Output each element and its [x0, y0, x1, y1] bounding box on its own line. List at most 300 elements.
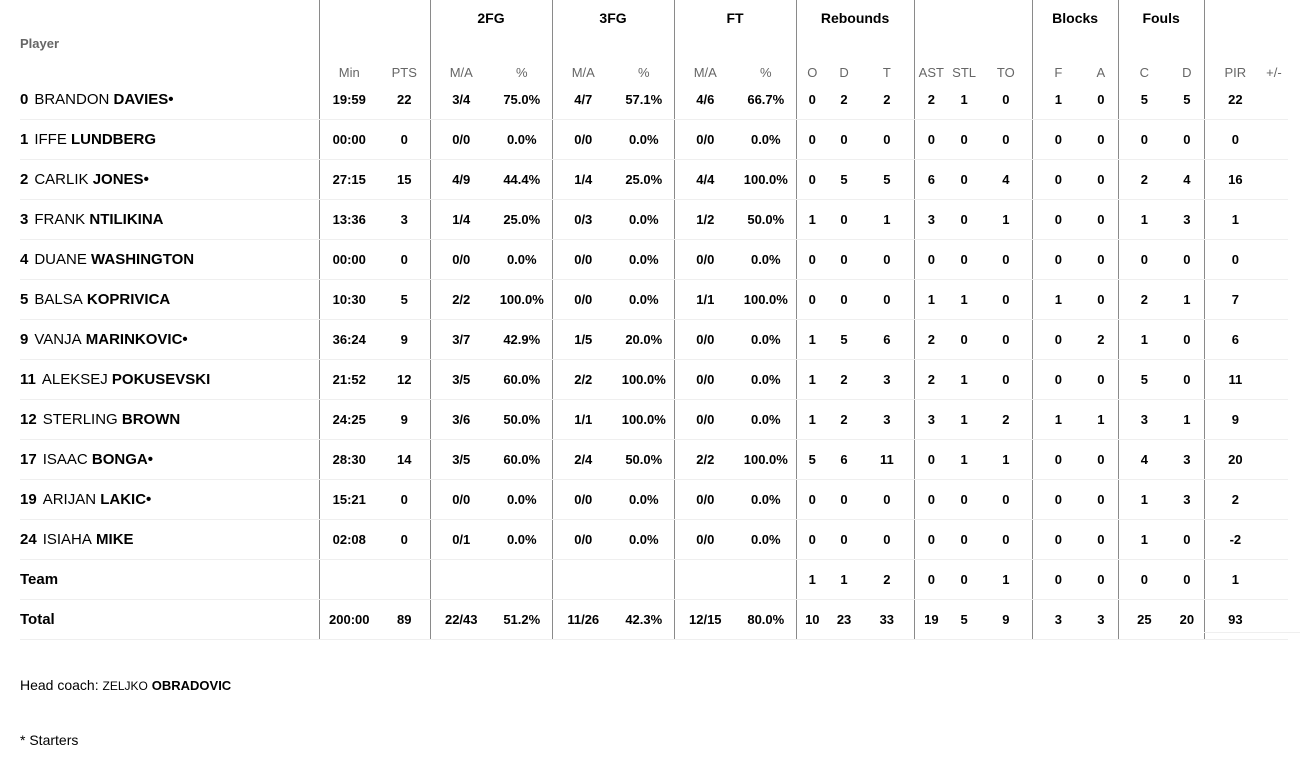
stat-fg2-pct: 0.0%: [492, 120, 552, 160]
stat-foul-d: 20: [1170, 600, 1204, 640]
team-row: [20, 560, 1288, 600]
stat-ast: 6: [914, 160, 948, 200]
stat-fg2-ma: 3/5: [430, 440, 492, 480]
stat-fg2-pct: 100.0%: [492, 280, 552, 320]
player-row: [20, 360, 1288, 400]
group-header-rebounds: Rebounds: [796, 0, 914, 36]
stat-reb-d: 5: [828, 160, 860, 200]
stat-stl: 0: [948, 560, 980, 600]
stat-stl: 1: [948, 280, 980, 320]
stat-min: 200:00: [319, 600, 379, 640]
stat-ft-pct: 0.0%: [736, 320, 796, 360]
col-header-2fg-pct: %: [515, 65, 528, 80]
stat-ft-ma: 0/0: [674, 480, 736, 520]
player-first-name: ISAAC: [42, 451, 88, 468]
col-header-plus-minus: +/-: [1266, 65, 1282, 80]
stat-ft-pct: 50.0%: [736, 200, 796, 240]
stat-ast: 0: [914, 440, 948, 480]
player-row: [20, 80, 1288, 120]
stat-pm: [1266, 560, 1288, 600]
col-header-foul-d: D: [1182, 65, 1192, 80]
player-last-name[interactable]: BONGA: [91, 451, 148, 468]
stat-ft-pct: 66.7%: [736, 80, 796, 120]
stat-to: 0: [980, 120, 1032, 160]
player-number: 24: [20, 531, 37, 548]
starter-marker: •: [143, 171, 149, 188]
stat-ft-ma: 4/4: [674, 160, 736, 200]
stat-fg3-pct: 0.0%: [614, 520, 674, 560]
stat-reb-t: 0: [860, 240, 914, 280]
stat-reb-t: 3: [860, 360, 914, 400]
stat-blk-a: 0: [1084, 360, 1118, 400]
stat-min: 00:00: [319, 240, 379, 280]
stat-stl: 1: [948, 400, 980, 440]
stat-reb-d: 0: [828, 280, 860, 320]
stat-to: 4: [980, 160, 1032, 200]
stat-foul-c: 0: [1118, 560, 1170, 600]
stat-ft-ma: 12/15: [674, 600, 736, 640]
stat-ast: 0: [914, 480, 948, 520]
stat-fg3-ma: 2/2: [552, 360, 614, 400]
stat-foul-c: 2: [1118, 160, 1170, 200]
group-header-empty: [20, 0, 319, 36]
stat-blk-a: 0: [1084, 240, 1118, 280]
col-header-stl: STL: [952, 65, 976, 80]
stat-pir: 1: [1204, 200, 1266, 240]
stat-fg2-ma: [430, 560, 492, 600]
stat-reb-d: 2: [828, 360, 860, 400]
head-coach-first-name: ZELJKO: [102, 679, 148, 693]
stat-blk-f: 0: [1032, 520, 1084, 560]
stat-reb-o: 0: [796, 160, 828, 200]
stat-reb-o: 10: [796, 600, 828, 640]
group-header-basic: [319, 0, 430, 36]
stat-foul-d: 1: [1170, 400, 1204, 440]
player-row: [20, 440, 1288, 480]
stat-fg2-pct: 0.0%: [492, 240, 552, 280]
stat-ast: 1: [914, 280, 948, 320]
col-header-ast: AST: [914, 36, 948, 80]
stat-pir: 6: [1204, 320, 1266, 360]
stat-pir: 2: [1204, 480, 1266, 520]
stat-ast: 0: [914, 240, 948, 280]
player-number: 3: [20, 211, 29, 228]
stat-pm: [1266, 360, 1288, 400]
stat-to: 0: [980, 240, 1032, 280]
total-row: [20, 600, 1288, 640]
starter-marker: •: [146, 491, 152, 508]
stat-to: 2: [980, 400, 1032, 440]
stat-ft-pct: 80.0%: [736, 600, 796, 640]
stat-pts: 89: [379, 600, 430, 640]
stat-blk-f: 0: [1032, 320, 1084, 360]
stat-ft-ma: 0/0: [674, 240, 736, 280]
player-cell: [20, 200, 319, 240]
stat-ast: 3: [914, 200, 948, 240]
player-last-name[interactable]: BROWN: [121, 411, 181, 428]
player-cell: [20, 520, 319, 560]
stat-min: 36:24: [319, 320, 379, 360]
stat-fg3-pct: [614, 560, 674, 600]
stat-ft-ma: 0/0: [674, 400, 736, 440]
stat-blk-f: 0: [1032, 560, 1084, 600]
stat-fg3-pct: 100.0%: [614, 360, 674, 400]
stat-stl: 0: [948, 520, 980, 560]
stat-foul-c: 1: [1118, 480, 1170, 520]
stat-fg3-pct: 20.0%: [614, 320, 674, 360]
stat-reb-o: 0: [796, 280, 828, 320]
head-coach-label: Head coach:: [20, 677, 99, 693]
group-header-rating: [1204, 0, 1288, 36]
player-number: 5: [20, 291, 29, 308]
player-last-name[interactable]: WASHINGTON: [91, 251, 195, 268]
stat-pts: 9: [379, 320, 430, 360]
stat-foul-c: 1: [1118, 520, 1170, 560]
stat-stl: 0: [948, 320, 980, 360]
stat-pts: 12: [379, 360, 430, 400]
col-header-pir: PIR: [1204, 36, 1266, 80]
stat-to: 0: [980, 280, 1032, 320]
stat-to: 0: [980, 80, 1032, 120]
stat-blk-a: 0: [1084, 280, 1118, 320]
group-header-ft: FT: [674, 0, 796, 36]
stat-to: 9: [980, 600, 1032, 640]
stat-fg2-ma: 4/9: [430, 160, 492, 200]
stat-blk-a: 0: [1084, 520, 1118, 560]
stat-blk-f: 0: [1032, 480, 1084, 520]
stat-pts: 15: [379, 160, 430, 200]
stat-ft-ma: [674, 560, 736, 600]
stat-reb-o: 0: [796, 240, 828, 280]
stat-reb-d: 5: [828, 320, 860, 360]
stat-fg2-ma: 3/7: [430, 320, 492, 360]
stat-foul-d: 0: [1170, 560, 1204, 600]
stat-stl: 1: [948, 360, 980, 400]
stat-ast: 2: [914, 80, 948, 120]
stat-pir: 0: [1204, 120, 1266, 160]
stat-foul-c: 1: [1118, 200, 1170, 240]
group-header-fouls: Fouls: [1118, 0, 1204, 36]
stat-stl: 0: [948, 200, 980, 240]
player-last-name[interactable]: DAVIES: [113, 91, 169, 108]
stat-reb-d: 0: [828, 480, 860, 520]
player-cell: [20, 480, 319, 520]
stat-ast: 0: [914, 520, 948, 560]
col-header-to: TO: [996, 65, 1015, 80]
stat-ft-ma: 0/0: [674, 360, 736, 400]
player-cell: [20, 280, 319, 320]
stat-blk-a: 1: [1084, 400, 1118, 440]
stat-fg3-pct: 0.0%: [614, 200, 674, 240]
stat-to: 0: [980, 520, 1032, 560]
stat-pts: 0: [379, 480, 430, 520]
stat-blk-a: 0: [1084, 560, 1118, 600]
stat-foul-c: 4: [1118, 440, 1170, 480]
stat-fg2-ma: 1/4: [430, 200, 492, 240]
col-header-3fg-pct: %: [637, 65, 650, 80]
stat-pir: 22: [1204, 80, 1266, 120]
group-header-2fg: 2FG: [430, 0, 552, 36]
player-cell: [20, 120, 319, 160]
stat-pm: [1266, 320, 1288, 360]
stat-min: 27:15: [319, 160, 379, 200]
col-header-ft-pct: %: [760, 65, 772, 80]
stat-ft-pct: [736, 560, 796, 600]
team-row-label: Team: [20, 560, 319, 600]
stat-blk-a: 2: [1084, 320, 1118, 360]
player-cell: [20, 160, 319, 200]
head-coach-last-name: OBRADOVIC: [151, 678, 232, 693]
stat-pts: 22: [379, 80, 430, 120]
stat-fg3-ma: 4/7: [552, 80, 614, 120]
stat-reb-o: 0: [796, 80, 828, 120]
stat-blk-f: 0: [1032, 200, 1084, 240]
stat-to: 0: [980, 360, 1032, 400]
stat-min: 28:30: [319, 440, 379, 480]
stat-blk-f: 3: [1032, 600, 1084, 640]
stat-reb-d: 2: [828, 80, 860, 120]
player-row: [20, 520, 1288, 560]
stat-fg3-pct: 57.1%: [614, 80, 674, 120]
stat-reb-o: 0: [796, 120, 828, 160]
player-last-name[interactable]: KOPRIVICA: [86, 291, 171, 308]
player-first-name: IFFE: [34, 131, 67, 148]
stat-foul-d: 0: [1170, 320, 1204, 360]
stat-reb-o: 0: [796, 520, 828, 560]
player-last-name[interactable]: POKUSEVSKI: [111, 371, 211, 388]
col-header-reb-d: D: [839, 65, 849, 80]
stat-pm: [1266, 200, 1288, 240]
stat-fg3-ma: 0/0: [552, 240, 614, 280]
stat-blk-f: 0: [1032, 120, 1084, 160]
stat-pir: 7: [1204, 280, 1266, 320]
stat-reb-d: 23: [828, 600, 860, 640]
stat-blk-a: 0: [1084, 120, 1118, 160]
stat-ft-pct: 100.0%: [736, 160, 796, 200]
stat-fg2-ma: 3/4: [430, 80, 492, 120]
stat-ast: 19: [914, 600, 948, 640]
stat-reb-o: 1: [796, 200, 828, 240]
stat-fg2-ma: 3/6: [430, 400, 492, 440]
col-header-player: Player: [20, 36, 60, 51]
stat-pm: [1266, 480, 1288, 520]
stat-fg3-pct: 0.0%: [614, 240, 674, 280]
stat-min: 13:36: [319, 200, 379, 240]
stat-reb-t: 1: [860, 200, 914, 240]
stat-pir: 0: [1204, 240, 1266, 280]
stat-stl: 0: [948, 120, 980, 160]
stat-foul-d: 0: [1170, 120, 1204, 160]
stat-ft-pct: 100.0%: [736, 440, 796, 480]
stat-reb-t: 5: [860, 160, 914, 200]
stat-fg3-ma: 1/4: [552, 160, 614, 200]
player-first-name: BRANDON: [34, 91, 110, 108]
player-number: 4: [20, 251, 29, 268]
player-cell: [20, 80, 319, 120]
stat-reb-t: 3: [860, 400, 914, 440]
player-number: 1: [20, 131, 29, 148]
stat-reb-d: 0: [828, 200, 860, 240]
head-coach-line: [20, 677, 231, 693]
stat-stl: 5: [948, 600, 980, 640]
stat-ast: 3: [914, 400, 948, 440]
stat-reb-t: 6: [860, 320, 914, 360]
column-header-row: [20, 36, 1288, 80]
stat-fg3-ma: [552, 560, 614, 600]
stat-fg2-pct: 51.2%: [492, 600, 552, 640]
col-header-blk-a: A: [1096, 65, 1106, 80]
stat-reb-t: 33: [860, 600, 914, 640]
player-first-name: DUANE: [34, 251, 87, 268]
stat-foul-c: 25: [1118, 600, 1170, 640]
stat-to: 0: [980, 320, 1032, 360]
starter-marker: •: [168, 91, 174, 108]
group-header-row: [20, 0, 1288, 36]
stat-foul-c: 0: [1118, 240, 1170, 280]
stat-ast: 2: [914, 320, 948, 360]
stat-foul-d: 0: [1170, 360, 1204, 400]
stat-fg2-ma: 2/2: [430, 280, 492, 320]
stat-fg2-pct: 25.0%: [492, 200, 552, 240]
player-cell: [20, 320, 319, 360]
stat-ft-pct: 0.0%: [736, 400, 796, 440]
stat-blk-a: 0: [1084, 440, 1118, 480]
starter-marker: •: [147, 451, 153, 468]
stat-fg3-pct: 0.0%: [614, 120, 674, 160]
stat-min: 00:00: [319, 120, 379, 160]
player-number: 12: [20, 411, 37, 428]
stat-foul-c: 2: [1118, 280, 1170, 320]
stat-to: 1: [980, 200, 1032, 240]
stat-min: 19:59: [319, 80, 379, 120]
stat-reb-t: 0: [860, 480, 914, 520]
stat-fg2-ma: 0/0: [430, 240, 492, 280]
stat-fg3-ma: 1/5: [552, 320, 614, 360]
stat-reb-o: 1: [796, 400, 828, 440]
stat-min: [319, 560, 379, 600]
stat-blk-f: 1: [1032, 80, 1084, 120]
stat-pir: 16: [1204, 160, 1266, 200]
stat-blk-a: 0: [1084, 200, 1118, 240]
player-first-name: BALSA: [34, 291, 83, 308]
stat-fg3-pct: 0.0%: [614, 280, 674, 320]
stat-fg3-ma: 1/1: [552, 400, 614, 440]
player-last-name[interactable]: NTILIKINA: [89, 211, 164, 228]
player-last-name[interactable]: LUNDBERG: [71, 131, 157, 148]
player-last-name[interactable]: MIKE: [96, 531, 134, 548]
stat-ast: 0: [914, 560, 948, 600]
col-header-ft-ma: M/A: [674, 36, 736, 80]
stat-pm: [1266, 400, 1288, 440]
stat-reb-t: 0: [860, 280, 914, 320]
stat-fg2-pct: 0.0%: [492, 480, 552, 520]
stat-foul-c: 5: [1118, 360, 1170, 400]
group-header-3fg: 3FG: [552, 0, 674, 36]
player-cell: [20, 400, 319, 440]
stat-ft-ma: 0/0: [674, 520, 736, 560]
player-first-name: ISIAHA: [42, 531, 92, 548]
stat-reb-o: 0: [796, 480, 828, 520]
stat-ft-pct: 0.0%: [736, 360, 796, 400]
stat-stl: 0: [948, 480, 980, 520]
stat-fg3-pct: 0.0%: [614, 480, 674, 520]
player-last-name[interactable]: MARINKOVIC: [85, 331, 183, 348]
player-row: [20, 120, 1288, 160]
stat-pm: [1266, 600, 1288, 640]
stat-fg3-pct: 25.0%: [614, 160, 674, 200]
col-header-3fg-ma: M/A: [552, 36, 614, 80]
stat-fg2-pct: 42.9%: [492, 320, 552, 360]
stat-min: 15:21: [319, 480, 379, 520]
stat-pir: 93: [1204, 600, 1266, 640]
stat-pts: 0: [379, 240, 430, 280]
stat-pts: 0: [379, 520, 430, 560]
stat-foul-d: 0: [1170, 240, 1204, 280]
stat-pm: [1266, 240, 1288, 280]
player-cell: [20, 440, 319, 480]
stat-foul-c: 5: [1118, 80, 1170, 120]
player-row: [20, 240, 1288, 280]
player-last-name[interactable]: LAKIC: [100, 491, 147, 508]
stat-fg2-pct: 50.0%: [492, 400, 552, 440]
stat-reb-t: 0: [860, 120, 914, 160]
stat-reb-o: 1: [796, 560, 828, 600]
player-first-name: VANJA: [34, 331, 82, 348]
stat-fg2-ma: 0/0: [430, 120, 492, 160]
stat-reb-d: 0: [828, 120, 860, 160]
stat-pir: -2: [1204, 520, 1266, 560]
stat-blk-f: 0: [1032, 240, 1084, 280]
player-row: [20, 480, 1288, 520]
stat-blk-f: 0: [1032, 440, 1084, 480]
total-row-label: Total: [20, 600, 319, 640]
player-row: [20, 200, 1288, 240]
stat-stl: 0: [948, 160, 980, 200]
stat-foul-d: 1: [1170, 280, 1204, 320]
player-number: 0: [20, 91, 29, 108]
stat-fg2-ma: 0/0: [430, 480, 492, 520]
player-number: 11: [20, 371, 36, 388]
stat-fg3-ma: 0/3: [552, 200, 614, 240]
stat-min: 21:52: [319, 360, 379, 400]
stat-to: 1: [980, 440, 1032, 480]
col-header-blk-f: F: [1032, 36, 1084, 80]
stat-stl: 1: [948, 440, 980, 480]
stat-pts: 14: [379, 440, 430, 480]
stat-ft-ma: 0/0: [674, 320, 736, 360]
stat-fg3-ma: 0/0: [552, 280, 614, 320]
stat-reb-t: 2: [860, 560, 914, 600]
stat-foul-c: 1: [1118, 320, 1170, 360]
player-row: [20, 160, 1288, 200]
group-header-misc: [914, 0, 1032, 36]
player-cell: [20, 240, 319, 280]
stat-fg2-ma: 3/5: [430, 360, 492, 400]
stat-fg2-ma: 22/43: [430, 600, 492, 640]
stat-ft-ma: 1/1: [674, 280, 736, 320]
stat-ast: 2: [914, 360, 948, 400]
stat-fg2-pct: [492, 560, 552, 600]
box-score-table: [20, 0, 1288, 640]
stat-pir: 20: [1204, 440, 1266, 480]
stat-reb-t: 0: [860, 520, 914, 560]
col-header-min: Min: [319, 36, 379, 80]
col-header-reb-o: O: [796, 36, 828, 80]
stat-reb-o: 5: [796, 440, 828, 480]
stat-foul-d: 0: [1170, 520, 1204, 560]
player-last-name[interactable]: JONES: [92, 171, 144, 188]
stat-fg2-pct: 60.0%: [492, 440, 552, 480]
